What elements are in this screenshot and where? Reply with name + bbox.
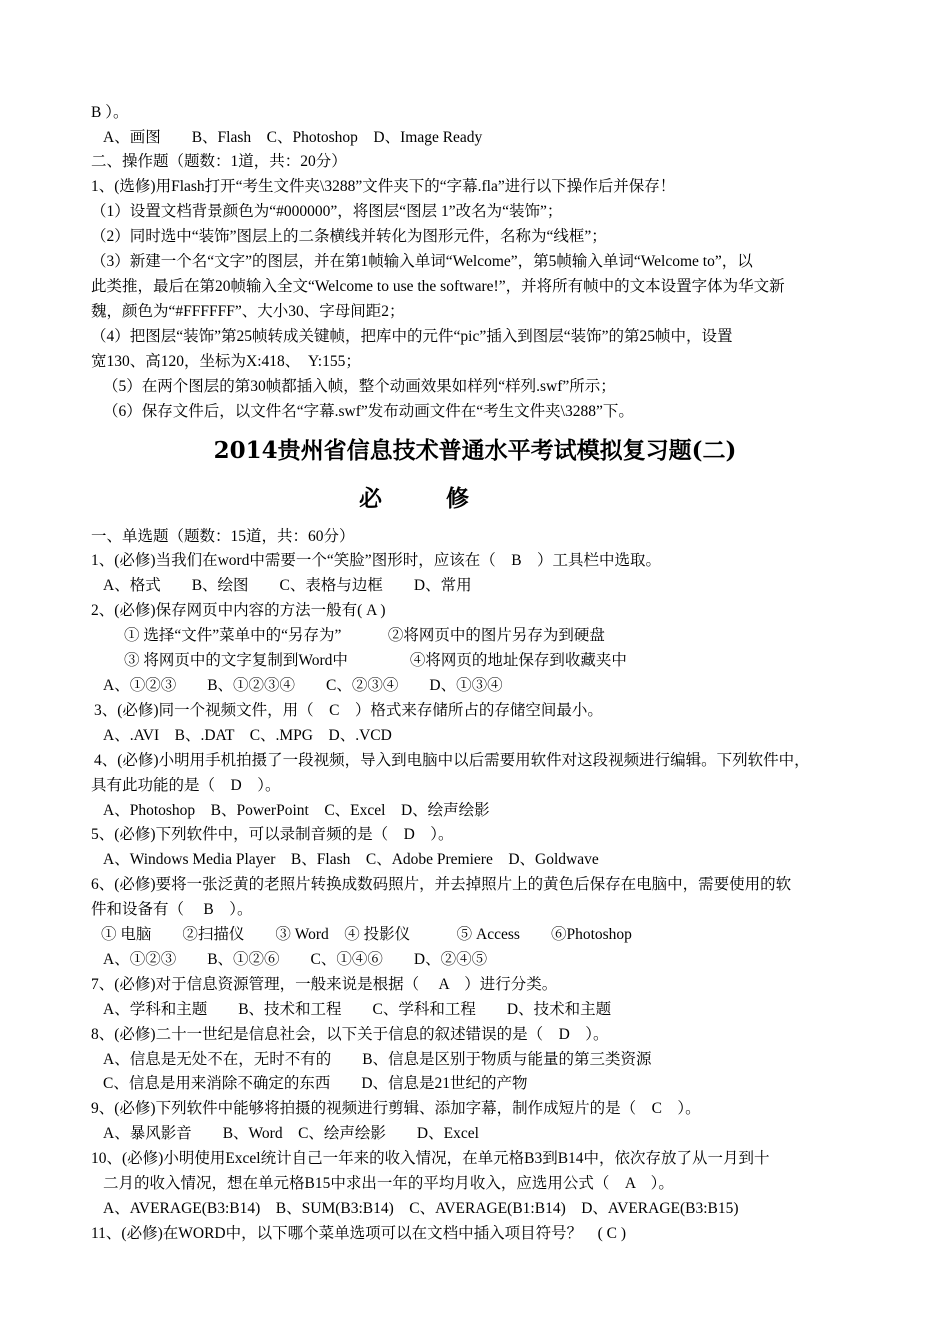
question-line: 6、(必修)要将一张泛黄的老照片转换成数码照片，并去掉照片上的黄色后保存在电脑中，需要使用的软 bbox=[91, 876, 792, 893]
text-line: （5）在两个图层的第30帧都插入帧，整个动画效果如样列“样列.swf”所示； bbox=[103, 378, 616, 395]
answer-options: C、信息是用来消除不确定的东西 D、信息是21世纪的产物 bbox=[103, 1075, 528, 1092]
text-line: ① 选择“文件”菜单中的“另存为” ②将网页中的图片另存为到硬盘 bbox=[124, 627, 605, 644]
section-heading: 一、单选题（题数：15道，共：60分） bbox=[91, 528, 355, 545]
question-line: 5、(必修)下列软件中，可以录制音频的是（ D ）。 bbox=[91, 826, 454, 843]
answer-options: A、学科和主题 B、技术和工程 C、学科和工程 D、技术和主题 bbox=[103, 1001, 612, 1018]
question-line: 4、(必修)小明用手机拍摄了一段视频，导入到电脑中以后需要用软件对这段视频进行编辑。下列软件中， bbox=[94, 752, 810, 769]
text-line: 宽130、高120，坐标为X:418、 Y:155； bbox=[91, 353, 361, 370]
answer-options: A、①②③ B、①②③④ C、②③④ D、①③④ bbox=[103, 677, 503, 694]
text-line: 件和设备有（ B ）。 bbox=[91, 901, 253, 918]
answer-options: A、.AVI B、.DAT C、.MPG D、.VCD bbox=[103, 727, 392, 744]
answer-options: A、Windows Media Player B、Flash C、Adobe Premiere D、Goldwave bbox=[103, 851, 599, 868]
text-line: B ）。 bbox=[91, 104, 129, 121]
text-line: 1、(选修)用Flash打开“考生文件夹\3288”文件夹下的“字幕.fla”进行以下操作后并保存！ bbox=[91, 178, 676, 195]
answer-options: A、Photoshop B、PowerPoint C、Excel D、绘声绘影 bbox=[103, 802, 490, 819]
text-line: （4）把图层“装饰”第25帧转成关键帧，把库中的元件“pic”插入到图层“装饰”的第25帧中，设置 bbox=[91, 328, 733, 345]
question-line: 10、(必修)小明使用Excel统计自己一年来的收入情况，在单元格B3到B14中，依次存放了从一月到十 bbox=[91, 1150, 770, 1167]
answer-options: A、AVERAGE(B3:B14) B、SUM(B3:B14) C、AVERAGE(B1:B14) D、AVERAGE(B3:B15) bbox=[103, 1200, 739, 1217]
answer-options: A、暴风影音 B、Word C、绘声绘影 D、Excel bbox=[103, 1125, 479, 1142]
question-line: 1、(必修)当我们在word中需要一个“笑脸”图形时，应该在（ B ）工具栏中选取。 bbox=[91, 552, 662, 569]
answer-options: A、①②③ B、①②⑥ C、①④⑥ D、②④⑤ bbox=[103, 951, 488, 968]
question-line: 3、(必修)同一个视频文件，用（ C ）格式来存储所占的存储空间最小。 bbox=[94, 702, 603, 719]
text-line: ③ 将网页中的文字复制到Word中 ④将网页的地址保存到收藏夹中 bbox=[124, 652, 627, 669]
text-line: 具有此功能的是（ D ）。 bbox=[91, 777, 281, 794]
question-line: 2、(必修)保存网页中内容的方法一般有( A ) bbox=[91, 602, 386, 619]
text-line: 魏，颜色为“#FFFFFF”、大小30、字母间距2； bbox=[91, 303, 405, 320]
text-line: （2）同时选中“装饰”图层上的二条横线并转化为图形元件，名称为“线框”； bbox=[91, 228, 607, 245]
question-line: 9、(必修)下列软件中能够将拍摄的视频进行剪辑、添加字幕，制作成短片的是（ C ）。 bbox=[91, 1100, 701, 1117]
text-line: A、画图 B、Flash C、Photoshop D、Image Ready bbox=[103, 129, 483, 146]
answer-options: A、信息是无处不在，无时不有的 B、信息是区别于物质与能量的第三类资源 bbox=[103, 1051, 652, 1068]
page-title: 2014贵州省信息技术普通水平考试模拟复习题(二) bbox=[213, 437, 737, 464]
page-subtitle: 必 修 bbox=[358, 485, 497, 512]
text-line: 此类推，最后在第20帧输入全文“Welcome to use the software!”，并将所有帧中的文本设置字体为华文新 bbox=[91, 278, 785, 295]
question-line: 11、(必修)在WORD中，以下哪个菜单选项可以在文档中插入项目符号？ ( C ) bbox=[91, 1225, 627, 1242]
text-line: （6）保存文件后，以文件名“字幕.swf”发布动画文件在“考生文件夹\3288”下。 bbox=[103, 403, 634, 420]
text-line: （3）新建一个名“文字”的图层，并在第1帧输入单词“Welcome”，第5帧输入单词“Welcome to”，以 bbox=[91, 253, 753, 270]
answer-options: A、格式 B、绘图 C、表格与边框 D、常用 bbox=[103, 577, 472, 594]
text-line: 二月的收入情况，想在单元格B15中求出一年的平均月收入，应选用公式（ A ）。 bbox=[103, 1175, 674, 1192]
section-heading: 二、操作题（题数：1道，共：20分） bbox=[91, 153, 347, 170]
question-line: 7、(必修)对于信息资源管理，一般来说是根据（ A ）进行分类。 bbox=[91, 976, 558, 993]
text-line: ① 电脑 ②扫描仪 ③ Word ④ 投影仪 ⑤ Access ⑥Photoshop bbox=[101, 926, 632, 943]
question-line: 8、(必修)二十一世纪是信息社会，以下关于信息的叙述错误的是（ D ）。 bbox=[91, 1026, 609, 1043]
text-line: （1）设置文档背景颜色为“#000000”，将图层“图层 1”改名为“装饰”； bbox=[91, 203, 563, 220]
